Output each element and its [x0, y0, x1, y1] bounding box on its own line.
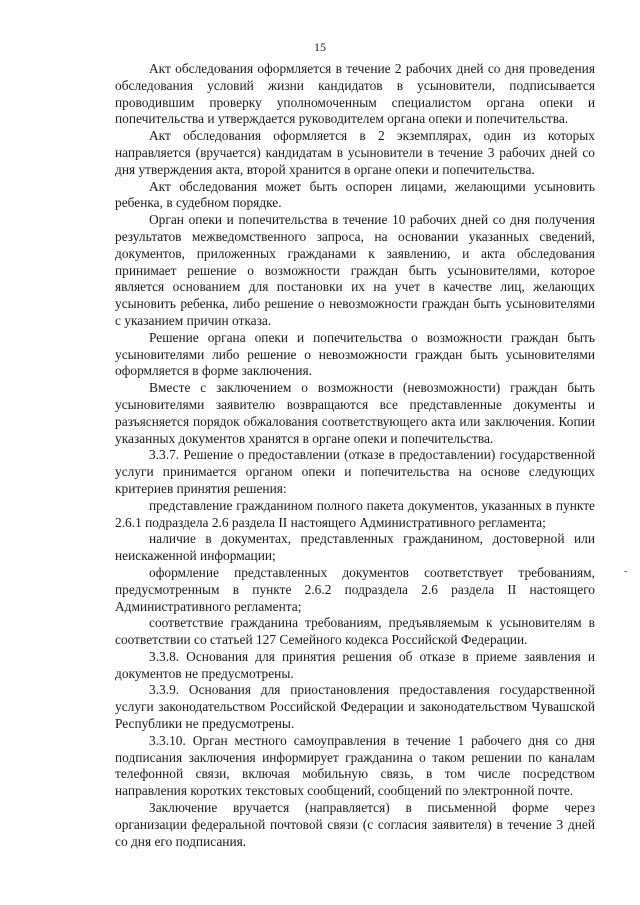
paragraph: 3.3.10. Орган местного самоуправления в течение 1 рабочего дня со дня подписания заключения информирует гражданина о таком решении по каналам телефонной связи, включая мобильную связь, в том числе посредством направления коротких текстовых сообщений, сообщений по электронной почте. [115, 732, 595, 799]
document-body [115, 61, 595, 850]
margin-mark: - [624, 566, 628, 577]
paragraph: представление гражданином полного пакета документов, указанных в пункте 2.6.1 подраздела 2.6 раздела II настоящего Административного регламента; [115, 497, 595, 530]
paragraph: Акт обследования может быть оспорен лицами, желающими усыновить ребенка, в судебном порядке. [115, 178, 595, 211]
paragraph: Акт обследования оформляется в течение 2 рабочих дней со дня проведения обследования условий жизни кандидатов в усыновители, подписывается проводившим проверку уполномоченным специалистом органа опеки и попечительства и утверждается руководителем органа опеки и попечительства. [115, 61, 595, 127]
page-number: 15 [314, 40, 326, 54]
paragraph: Акт обследования оформляется в 2 экземплярах, один из которых направляется (вручается) кандидатам в усыновители в течение 3 рабочих дней со дня утверждения акта, второй хранится в органе опеки и попечительства. [115, 128, 595, 177]
paragraph: 3.3.7. Решение о предоставлении (отказе в предоставлении) государственной услуги принимается органом опеки и попечительства на основе следующих критериев принятия решения: [115, 447, 595, 496]
paragraph: Вместе с заключением о возможности (невозможности) граждан быть усыновителями заявителю возвращаются все представленные документы и разъясняется порядок обжалования соответствующего акта или заключения. Копии указанных документов хранятся в органе опеки и попечительства. [115, 380, 595, 446]
paragraph: оформление представленных документов соответствует требованиям, предусмотренным в пункте 2.6.2 подраздела 2.6 раздела II настоящего Административного регламента; [115, 564, 595, 614]
paragraph: Заключение вручается (направляется) в письменной форме через организации федеральной почтовой связи (с согласия заявителя) в течение 3 дней со дня его подписания. [115, 800, 595, 849]
paragraph: соответствие гражданина требованиям, предъявляемым к усыновителям в соответствии со статьей 127 Семейного кодекса Российской Федерации. [115, 615, 595, 648]
paragraph: Орган опеки и попечительства в течение 10 рабочих дней со дня получения результатов межведомственного запроса, на основании указанных сведений, документов, приложенных гражданами к заявлению, и акта обследования принимает решение о возможности граждан быть усыновителями, которое является основанием для постановки их на учет в качестве лиц, желающих усыновить ребенка, либо решение о невозможности граждан быть усыновителями с указанием причин отказа. [115, 212, 595, 328]
paragraph: Решение органа опеки и попечительства о возможности граждан быть усыновителями либо решение о невозможности граждан быть усыновителями оформляется в форме заключения. [115, 329, 595, 379]
paragraph: 3.3.9. Основания для приостановления предоставления государственной услуги законодательством Российской Федерации и законодательством Чувашской Республики не предусмотрены. [115, 682, 595, 732]
paragraph: 3.3.8. Основания для принятия решения об отказе в приеме заявления и документов не предусмотрены. [115, 648, 595, 681]
paragraph: наличие в документах, представленных гражданином, достоверной или неискаженной информации; [115, 531, 595, 564]
